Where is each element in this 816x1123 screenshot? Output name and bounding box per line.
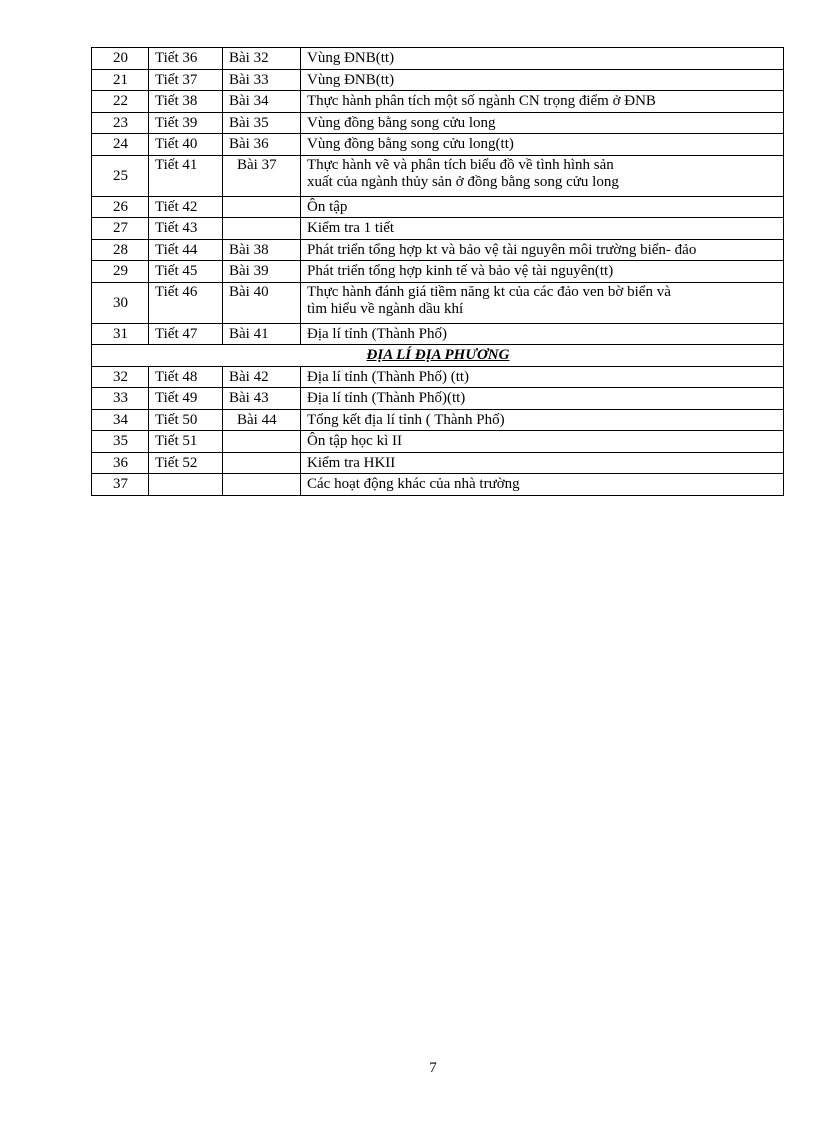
lesson-cell bbox=[223, 474, 301, 496]
content-cell: Địa lí tỉnh (Thành Phố) bbox=[301, 323, 784, 345]
lesson-cell bbox=[223, 196, 301, 218]
table-row bbox=[92, 196, 784, 218]
table-row bbox=[92, 474, 784, 496]
content-line-2: xuất của ngành thủy sản ở đồng bằng song cửu long bbox=[307, 173, 619, 190]
table-row bbox=[92, 239, 784, 261]
period-cell: Tiết 47 bbox=[149, 323, 223, 345]
content-line-1: Thực hành đánh giá tiềm năng kt của các đảo ven bờ biển và bbox=[307, 283, 671, 300]
table-row bbox=[92, 69, 784, 91]
period-cell: Tiết 52 bbox=[149, 452, 223, 474]
lesson-cell: Bài 43 bbox=[223, 388, 301, 410]
period-cell: Tiết 37 bbox=[149, 69, 223, 91]
table-row bbox=[92, 388, 784, 410]
lesson-cell: Bài 35 bbox=[223, 112, 301, 134]
period-cell: Tiết 43 bbox=[149, 218, 223, 240]
content-cell: Phát triển tổng hợp kt và bảo vệ tài nguyên môi trường biển- đảo bbox=[301, 239, 784, 261]
period-cell: Tiết 40 bbox=[149, 134, 223, 156]
period-cell bbox=[149, 474, 223, 496]
row-number: 31 bbox=[92, 323, 149, 345]
period-cell: Tiết 50 bbox=[149, 409, 223, 431]
lesson-cell: Bài 39 bbox=[223, 261, 301, 283]
lesson-cell: Bài 44 bbox=[223, 409, 301, 431]
lesson-cell: Bài 37 bbox=[223, 155, 301, 196]
section-heading-row bbox=[92, 345, 784, 367]
period-cell: Tiết 44 bbox=[149, 239, 223, 261]
content-cell: Tổng kết địa lí tỉnh ( Thành Phố) bbox=[301, 409, 784, 431]
content-cell: Kiểm tra HKII bbox=[301, 452, 784, 474]
lesson-cell: Bài 42 bbox=[223, 366, 301, 388]
page-number: 7 bbox=[429, 1060, 437, 1076]
row-number: 23 bbox=[92, 112, 149, 134]
table-row bbox=[92, 366, 784, 388]
lesson-cell bbox=[223, 431, 301, 453]
period-cell: Tiết 51 bbox=[149, 431, 223, 453]
table-row bbox=[92, 452, 784, 474]
row-number: 22 bbox=[92, 91, 149, 113]
content-line-1: Thực hành vẽ và phân tích biểu đồ về tình hình sản bbox=[307, 156, 614, 173]
lesson-cell: Bài 36 bbox=[223, 134, 301, 156]
row-number: 36 bbox=[92, 452, 149, 474]
lesson-cell: Bài 32 bbox=[223, 48, 301, 70]
row-number: 20 bbox=[92, 48, 149, 70]
content-cell: Vùng ĐNB(tt) bbox=[301, 69, 784, 91]
content-cell: Phát triển tổng hợp kinh tế và bảo vệ tài nguyên(tt) bbox=[301, 261, 784, 283]
period-cell: Tiết 46 bbox=[149, 282, 223, 323]
table-row bbox=[92, 431, 784, 453]
table-row bbox=[92, 282, 784, 323]
row-number: 32 bbox=[92, 366, 149, 388]
content-cell bbox=[301, 282, 784, 323]
lesson-cell: Bài 40 bbox=[223, 282, 301, 323]
row-number: 26 bbox=[92, 196, 149, 218]
table-row bbox=[92, 261, 784, 283]
row-number: 34 bbox=[92, 409, 149, 431]
period-cell: Tiết 45 bbox=[149, 261, 223, 283]
lesson-cell bbox=[223, 218, 301, 240]
content-cell: Vùng ĐNB(tt) bbox=[301, 48, 784, 70]
period-cell: Tiết 38 bbox=[149, 91, 223, 113]
table-row bbox=[92, 91, 784, 113]
content-cell: Vùng đồng bằng song cửu long bbox=[301, 112, 784, 134]
lesson-plan-table bbox=[91, 47, 784, 496]
table-row bbox=[92, 155, 784, 196]
content-cell: Các hoạt động khác của nhà trường bbox=[301, 474, 784, 496]
row-number: 28 bbox=[92, 239, 149, 261]
table-row bbox=[92, 112, 784, 134]
content-cell: Địa lí tỉnh (Thành Phố)(tt) bbox=[301, 388, 784, 410]
row-number: 24 bbox=[92, 134, 149, 156]
section-heading: ĐỊA LÍ ĐỊA PHƯƠNG bbox=[366, 347, 510, 364]
row-number: 29 bbox=[92, 261, 149, 283]
period-cell: Tiết 48 bbox=[149, 366, 223, 388]
period-cell: Tiết 41 bbox=[149, 155, 223, 196]
content-cell bbox=[301, 155, 784, 196]
lesson-cell bbox=[223, 452, 301, 474]
table-row bbox=[92, 409, 784, 431]
period-cell: Tiết 36 bbox=[149, 48, 223, 70]
content-cell: Kiểm tra 1 tiết bbox=[301, 218, 784, 240]
row-number: 30 bbox=[92, 282, 149, 323]
content-cell: Ôn tập học kì II bbox=[301, 431, 784, 453]
content-cell: Vùng đồng bằng song cửu long(tt) bbox=[301, 134, 784, 156]
row-number: 35 bbox=[92, 431, 149, 453]
row-number: 21 bbox=[92, 69, 149, 91]
table-row bbox=[92, 134, 784, 156]
lesson-cell: Bài 33 bbox=[223, 69, 301, 91]
lesson-cell: Bài 41 bbox=[223, 323, 301, 345]
table-row bbox=[92, 218, 784, 240]
period-cell: Tiết 49 bbox=[149, 388, 223, 410]
lesson-cell: Bài 38 bbox=[223, 239, 301, 261]
content-line-2: tìm hiểu về ngành dầu khí bbox=[307, 300, 464, 317]
period-cell: Tiết 39 bbox=[149, 112, 223, 134]
table-row bbox=[92, 48, 784, 70]
content-cell: Ôn tập bbox=[301, 196, 784, 218]
row-number: 27 bbox=[92, 218, 149, 240]
row-number: 37 bbox=[92, 474, 149, 496]
table-row bbox=[92, 323, 784, 345]
row-number: 33 bbox=[92, 388, 149, 410]
content-cell: Địa lí tỉnh (Thành Phố) (tt) bbox=[301, 366, 784, 388]
period-cell: Tiết 42 bbox=[149, 196, 223, 218]
row-number: 25 bbox=[92, 155, 149, 196]
section-heading-cell bbox=[92, 345, 784, 367]
content-cell: Thực hành phân tích một số ngành CN trọng điểm ở ĐNB bbox=[301, 91, 784, 113]
lesson-cell: Bài 34 bbox=[223, 91, 301, 113]
